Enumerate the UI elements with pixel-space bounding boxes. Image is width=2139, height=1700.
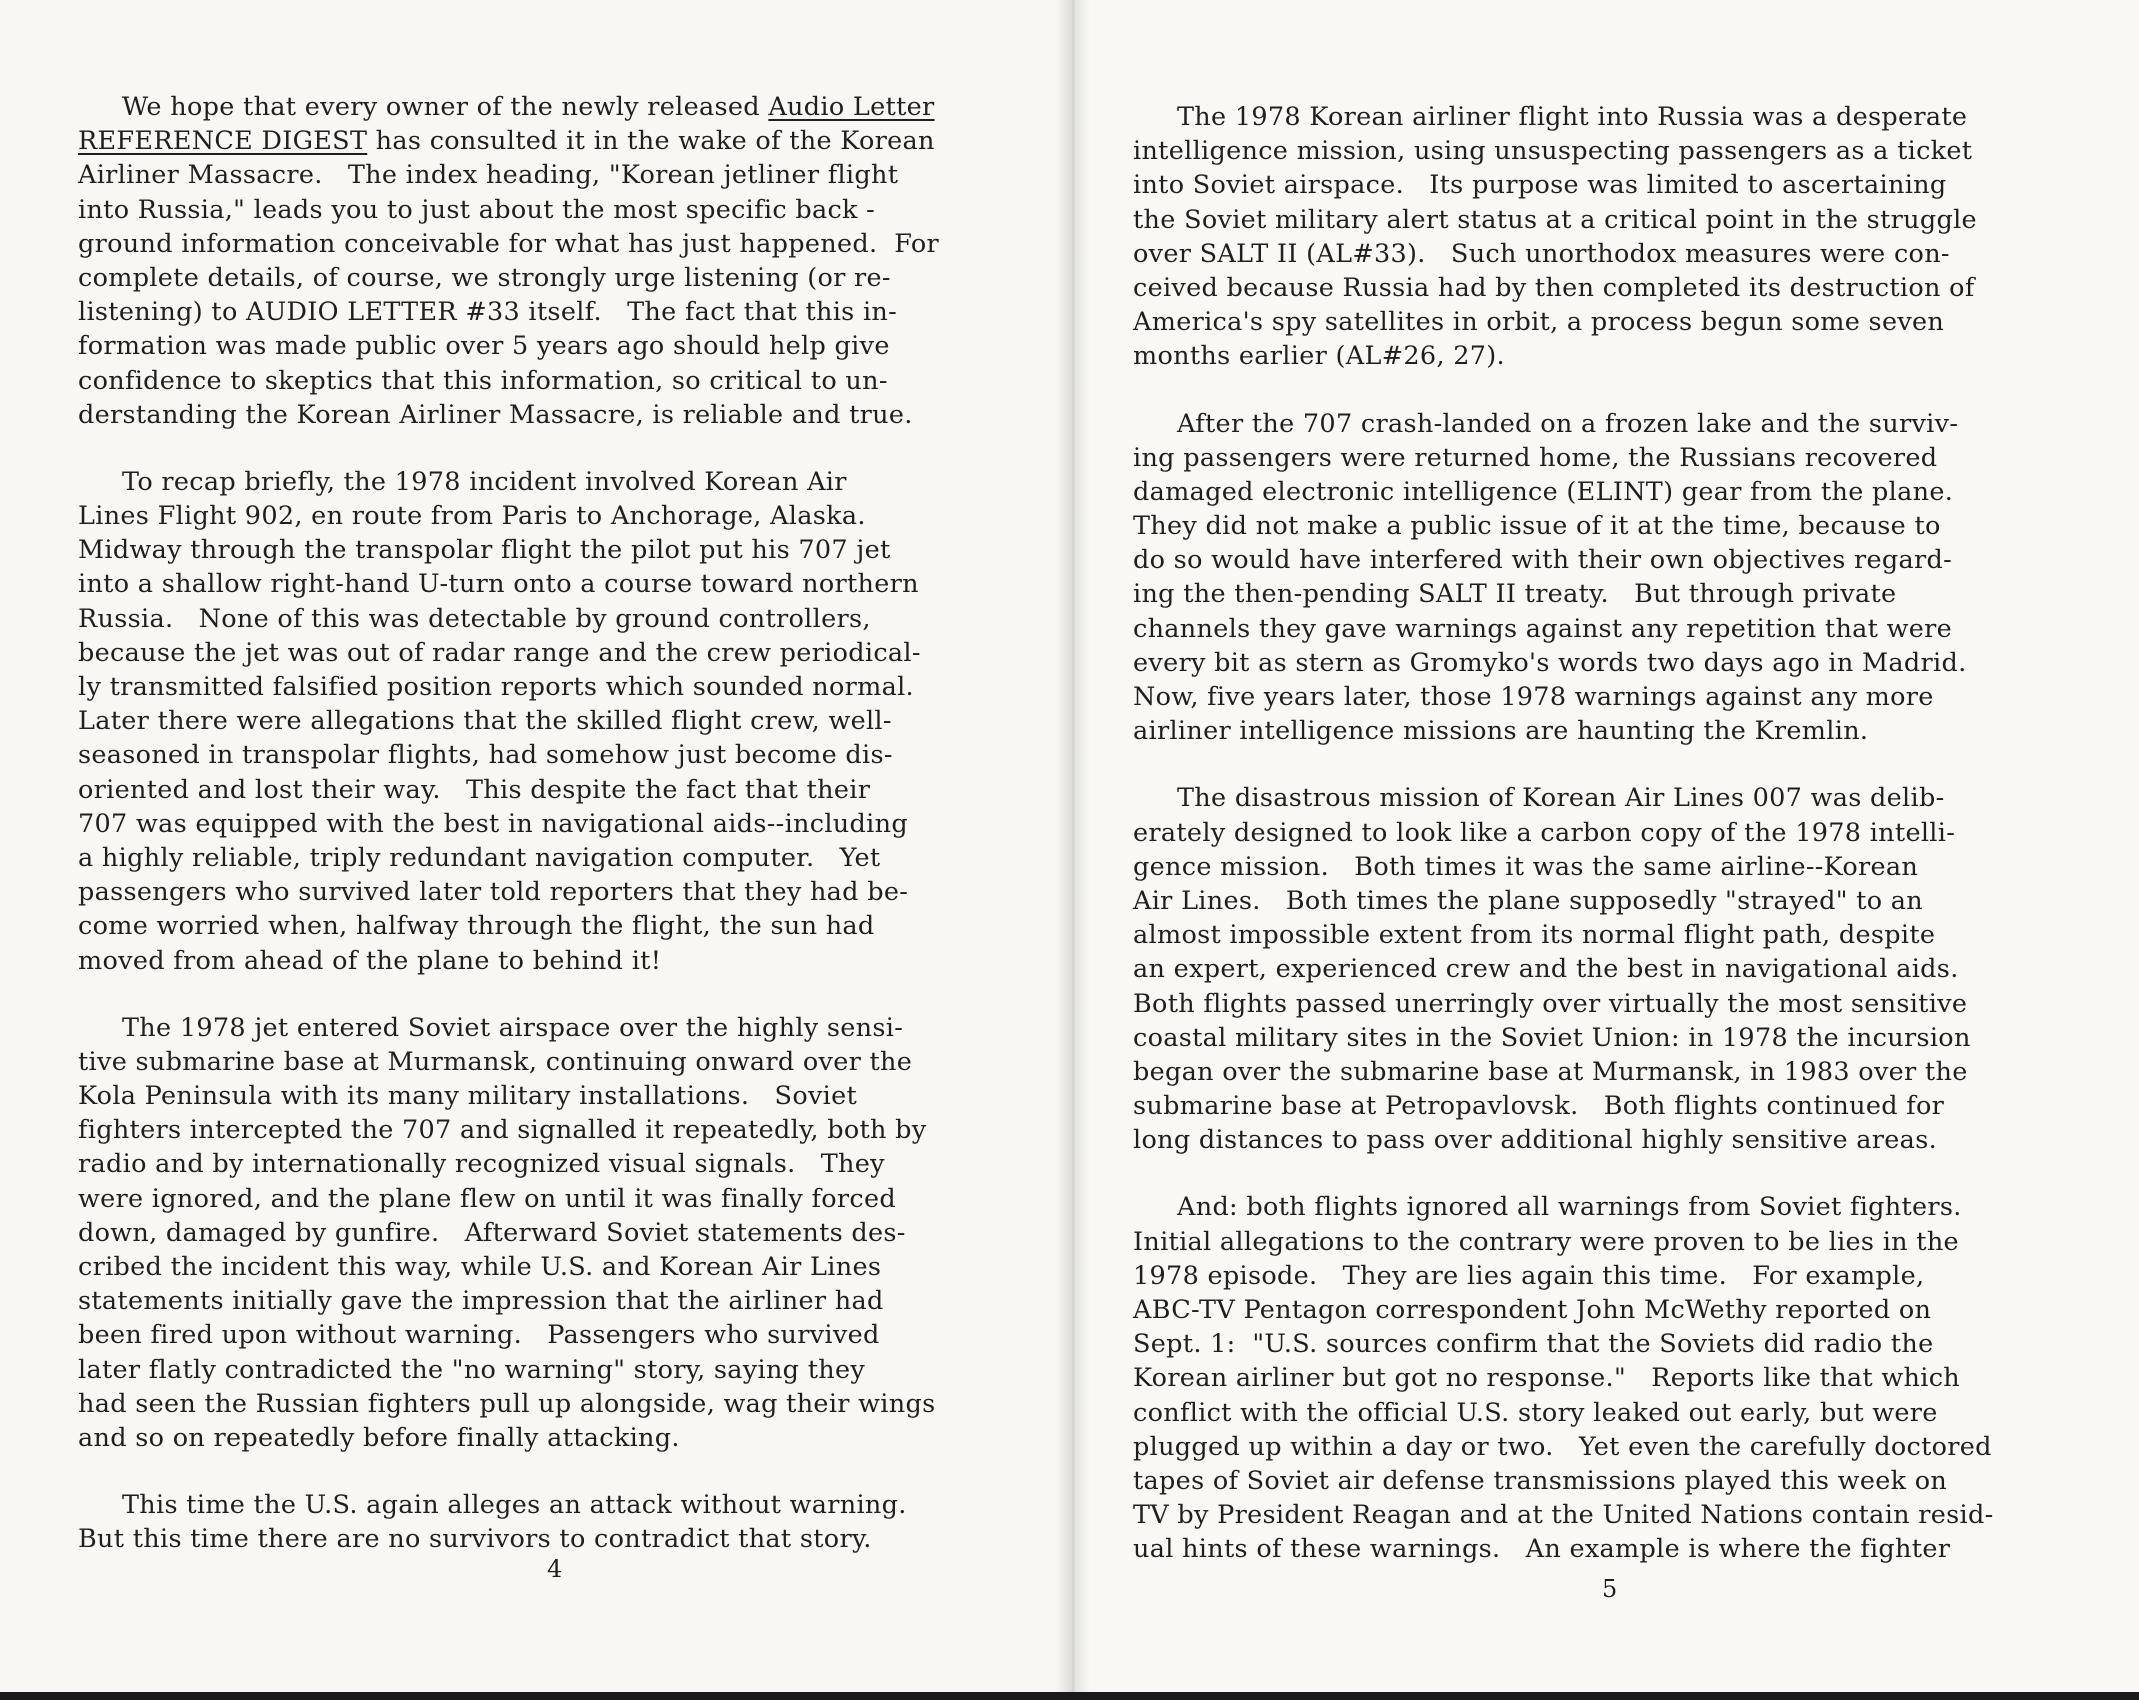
text-line [1133,1361,2123,1395]
text-segment: every bit as stern as Gromyko's words two days ago in Madrid. [1133,647,1967,678]
text-line [78,1011,1053,1045]
text-line [1133,850,2123,884]
text-line [1133,1464,2123,1498]
text-line [1133,1190,2123,1224]
text-line [78,1488,1053,1522]
text-segment: because the jet was out of radar range and the crew periodical- [78,637,921,668]
text-line [1133,134,2123,168]
text-line [78,329,1053,363]
text-line [1133,339,2123,373]
text-line [78,636,1053,670]
text-segment: The 1978 Korean airliner flight into Russia was a desperate [1177,102,1968,132]
text-line [78,738,1053,772]
text-line [1133,407,2123,441]
left-page-text [78,90,1053,1590]
text-segment: damaged electronic intelligence (ELINT) gear from the plane. [1133,476,1954,507]
text-line [78,261,1053,295]
text-line [1133,987,2123,1021]
text-segment: Lines Flight 902, en route from Paris to Anchorage, Alaska. [78,501,866,532]
text-segment: ABC-TV Pentagon correspondent John McWethy reported on [1133,1295,1932,1325]
text-line [78,602,1053,636]
paragraph [78,1011,1053,1455]
text-segment: come worried when, halfway through the flight, the sun had [78,911,875,942]
text-segment: Airliner Massacre. The index heading, "Korean jetliner flight [78,160,899,191]
reference-digest-title: REFERENCE DIGEST [78,126,368,157]
text-segment: been fired upon without warning. Passengers who survived [78,1320,880,1351]
right-page-text [1133,100,2123,1600]
text-line [78,227,1053,261]
text-line [78,1522,1053,1556]
text-segment: Korean airliner but got no response." Reports like that which [1133,1363,1960,1394]
text-line [78,1147,1053,1181]
text-segment: do so would have interfered with their own objectives regard- [1133,545,1953,576]
text-segment: To recap briefly, the 1978 incident involved Korean Air [122,466,847,497]
text-segment: cribed the incident this way, while U.S. and Korean Air Lines [78,1252,882,1282]
scan-bottom-edge [0,1692,2139,1700]
text-line [1133,918,2123,952]
text-line [78,909,1053,943]
text-line [1133,1021,2123,1055]
text-segment: and so on repeatedly before finally attacking. [78,1422,680,1453]
text-segment: Both flights passed unerringly over virtually the most sensitive [1133,988,1968,1019]
text-line [1133,1327,2123,1361]
text-segment: They did not make a public issue of it at the time, because to [1133,511,1941,542]
text-segment: confidence to skeptics that this information, so critical to un- [78,365,888,396]
text-segment: over SALT II (AL#33). Such unorthodox measures were con- [1133,238,1950,269]
text-line [1133,1123,2123,1157]
text-line [1133,680,2123,714]
text-line [78,704,1053,738]
text-line [78,1250,1053,1284]
text-segment: intelligence mission, using unsuspecting passengers as a ticket [1133,136,1973,167]
text-segment: ly transmitted falsified position reports which sounded normal. [78,672,914,702]
text-segment: into a shallow right-hand U-turn onto a course toward northern [78,569,919,600]
text-line [78,295,1053,329]
text-line [1133,543,2123,577]
text-segment: a highly reliable, triply redundant navigation computer. Yet [78,842,881,873]
paragraph [1133,407,2123,749]
text-line [78,1113,1053,1147]
text-segment: down, damaged by gunfire. Afterward Soviet statements des- [78,1217,906,1248]
text-line [1133,646,2123,680]
text-segment: Midway through the transpolar flight the pilot put his 707 jet [78,535,891,566]
text-line [1133,781,2123,815]
text-line [78,499,1053,533]
text-segment: Initial allegations to the contrary were proven to be lies in the [1133,1226,1959,1257]
text-line [78,773,1053,807]
text-line [78,1045,1053,1079]
text-line [78,841,1053,875]
reference-digest-title: Audio Letter [768,92,935,122]
text-line [78,158,1053,192]
text-segment: And: both flights ignored all warnings from Soviet fighters. [1177,1192,1962,1223]
text-segment: fighters intercepted the 707 and signalled it repeatedly, both by [78,1115,927,1146]
text-segment: Russia. None of this was detectable by ground controllers, [78,603,871,634]
text-segment: Sept. 1: "U.S. sources confirm that the Soviets did radio the [1133,1329,1934,1360]
text-line [78,944,1053,978]
text-segment: conflict with the official U.S. story leaked out early, but were [1133,1397,1938,1428]
text-line [78,567,1053,601]
text-line [1133,509,2123,543]
text-segment: tive submarine base at Murmansk, continuing onward over the [78,1046,913,1077]
text-line [78,90,1053,124]
paragraph [78,90,1053,432]
paragraph [1133,1190,2123,1566]
text-segment: TV by President Reagan and at the United Nations contain resid- [1133,1500,1994,1531]
text-line [78,124,1053,158]
text-segment: radio and by internationally recognized visual signals. They [78,1149,885,1180]
text-line [78,398,1053,432]
text-segment: plugged up within a day or two. Yet even the carefully doctored [1133,1431,1992,1462]
text-segment: gence mission. Both times it was the same airline--Korean [1133,851,1919,882]
page-gutter-shadow [1056,0,1090,1692]
text-segment: Now, five years later, those 1978 warnings against any more [1133,682,1934,712]
text-line [78,1216,1053,1250]
paragraph [78,465,1053,978]
text-line [1133,1532,2123,1566]
text-line [1133,1396,2123,1430]
text-line [1133,884,2123,918]
text-line [78,1353,1053,1387]
text-line [1133,441,2123,475]
text-line [1133,100,2123,134]
text-segment: long distances to pass over additional highly sensitive areas. [1133,1125,1937,1156]
text-segment: Later there were allegations that the skilled flight crew, well- [78,706,892,737]
text-line [1133,1293,2123,1327]
text-segment: listening) to AUDIO LETTER #33 itself. The fact that this in- [78,297,898,328]
text-line [1133,577,2123,611]
text-segment: statements initially gave the impression that the airliner had [78,1286,884,1317]
text-segment: The 1978 jet entered Soviet airspace over the highly sensi- [122,1012,904,1043]
text-segment: were ignored, and the plane flew on until it was finally forced [78,1183,896,1214]
text-segment: tapes of Soviet air defense transmissions played this week on [1133,1465,1948,1496]
text-segment: passengers who survived later told reporters that they had be- [78,877,909,908]
page-number-right: 5 [1602,1575,1618,1603]
text-segment: But this time there are no survivors to contradict that story. [78,1524,872,1555]
text-segment: 707 was equipped with the best in navigational aids--including [78,808,908,839]
text-segment: the Soviet military alert status at a critical point in the struggle [1133,204,1977,235]
page-number-left: 4 [547,1555,563,1583]
text-segment: an expert, experienced crew and the best in navigational aids. [1133,954,1959,985]
text-segment: 1978 episode. They are lies again this time. For example, [1133,1260,1925,1291]
text-segment: channels they gave warnings against any repetition that were [1133,613,1953,644]
text-segment: complete details, of course, we strongly urge listening (or re- [78,262,891,293]
text-line [78,1284,1053,1318]
text-segment: has consulted it in the wake of the Korean [367,126,935,157]
text-line [78,670,1053,704]
text-line [1133,1055,2123,1089]
paragraph [1133,781,2123,1157]
text-segment: later flatly contradicted the "no warning" story, saying they [78,1354,866,1385]
text-line [78,1421,1053,1455]
text-line [78,193,1053,227]
text-segment: almost impossible extent from its normal flight path, despite [1133,920,1936,951]
text-line [1133,305,2123,339]
text-line [1133,1498,2123,1532]
text-line [78,533,1053,567]
text-segment: The disastrous mission of Korean Air Lines 007 was delib- [1177,783,1945,814]
text-line [1133,952,2123,986]
text-line [1133,1259,2123,1293]
text-segment: Kola Peninsula with its many military installations. Soviet [78,1081,858,1112]
text-segment: This time the U.S. again alleges an attack without warning. [122,1490,907,1521]
text-segment: began over the submarine base at Murmansk, in 1983 over the [1133,1056,1968,1087]
text-segment: ing passengers were returned home, the Russians recovered [1133,442,1938,473]
text-segment: After the 707 crash-landed on a frozen lake and the surviv- [1177,408,1959,439]
text-segment: ing the then-pending SALT II treaty. But through private [1133,579,1897,610]
text-segment: had seen the Russian fighters pull up alongside, wag their wings [78,1388,936,1419]
text-line [78,1387,1053,1421]
text-line [78,1079,1053,1113]
text-line [78,1182,1053,1216]
text-line [1133,1225,2123,1259]
text-segment: derstanding the Korean Airliner Massacre, is reliable and true. [78,399,913,430]
text-line [1133,714,2123,748]
text-line [78,465,1053,499]
text-segment: Air Lines. Both times the plane supposedly "strayed" to an [1133,885,1923,916]
text-segment: coastal military sites in the Soviet Union: in 1978 the incursion [1133,1022,1971,1053]
text-segment: We hope that every owner of the newly released [122,92,769,122]
text-line [1133,1430,2123,1464]
text-line [78,364,1053,398]
text-line [1133,203,2123,237]
text-line [1133,168,2123,202]
text-line [78,1318,1053,1352]
text-line [1133,1089,2123,1123]
text-segment: ceived because Russia had by then completed its destruction of [1133,272,1975,303]
text-segment: into Russia," leads you to just about the most specific back - [78,194,876,225]
text-segment: months earlier (AL#26, 27). [1133,341,1505,372]
paragraph [78,1488,1053,1556]
text-segment: ual hints of these warnings. An example is where the fighter [1133,1534,1951,1565]
text-line [1133,271,2123,305]
text-segment: into Soviet airspace. Its purpose was limited to ascertaining [1133,170,1947,201]
text-line [1133,612,2123,646]
text-segment: ground information conceivable for what has just happened. For [78,228,939,259]
text-segment: seasoned in transpolar flights, had somehow just become dis- [78,740,893,771]
paragraph [1133,100,2123,374]
text-segment: formation was made public over 5 years ago should help give [78,331,890,362]
text-segment: moved from ahead of the plane to behind it! [78,945,662,976]
text-segment: submarine base at Petropavlovsk. Both flights continued for [1133,1091,1945,1122]
text-line [78,807,1053,841]
text-segment: erately designed to look like a carbon copy of the 1978 intelli- [1133,817,1956,848]
text-line [1133,475,2123,509]
text-line [1133,237,2123,271]
text-segment: airliner intelligence missions are haunting the Kremlin. [1133,716,1869,747]
text-line [1133,816,2123,850]
text-segment: oriented and lost their way. This despite the fact that their [78,774,871,805]
text-segment: America's spy satellites in orbit, a process begun some seven [1133,307,1945,338]
text-line [78,875,1053,909]
